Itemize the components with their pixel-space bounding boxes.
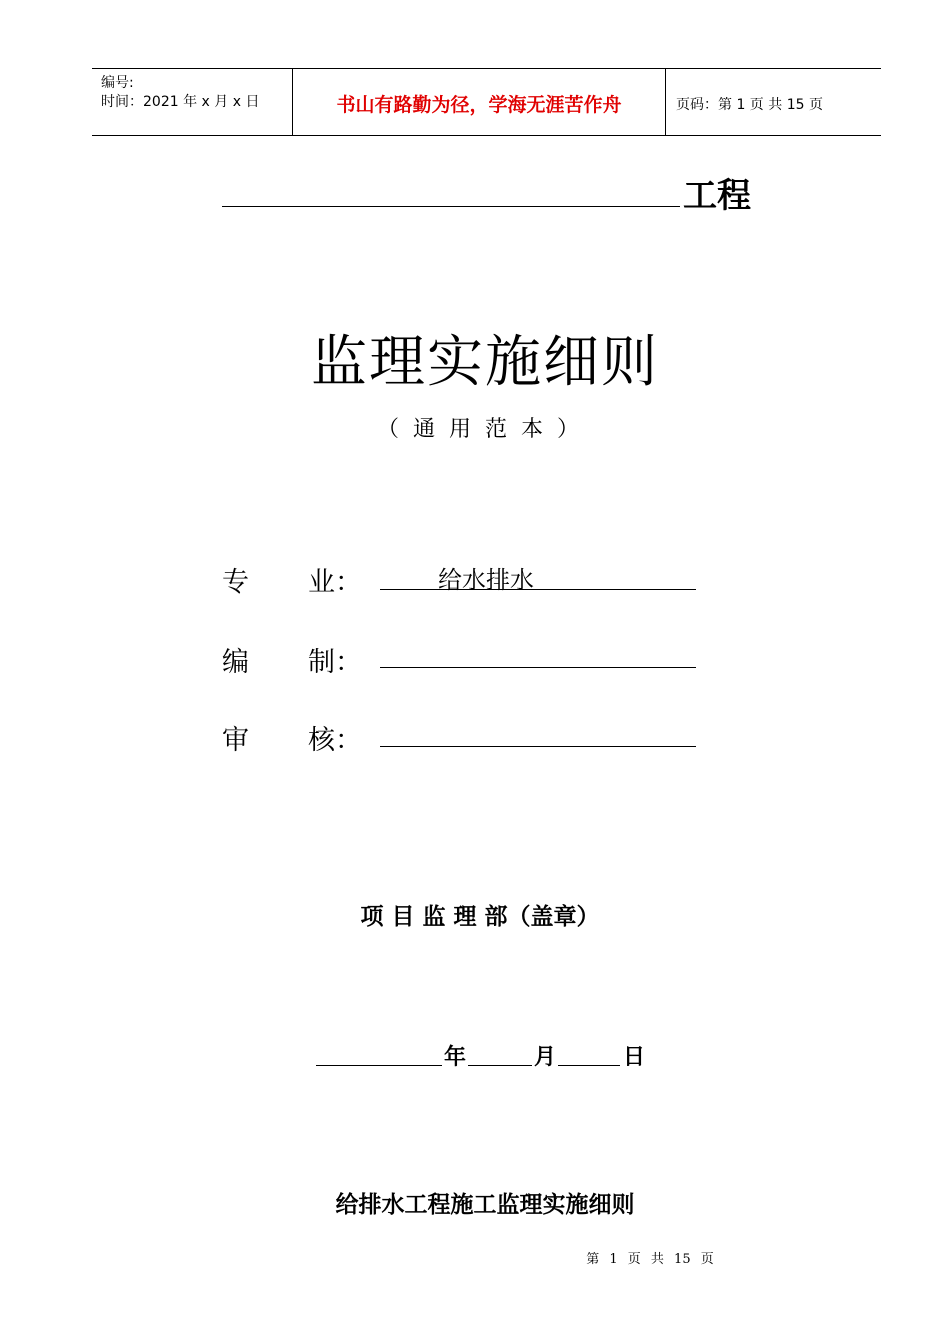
- serial-number: 编号:: [101, 75, 134, 91]
- header-cell-meta: [92, 69, 293, 135]
- field-label-compiler: [222, 640, 362, 679]
- page-info: 页码：第 1 页 共 15 页: [676, 97, 823, 113]
- field-label-reviewer: [222, 718, 362, 757]
- day-blank: [558, 1065, 620, 1066]
- field-label-compiler-a: 编: [222, 647, 249, 678]
- date-row: [0, 1038, 950, 1068]
- page-footer: 第 1 页 共 15 页: [586, 1252, 714, 1267]
- project-name-blank: [222, 206, 680, 207]
- field-value-specialty: 给水排水: [438, 566, 534, 594]
- field-label-specialty-a: 专: [222, 567, 249, 598]
- page-title: 监理实施细则: [311, 330, 659, 395]
- time-stamp: 时间：2021 年 x 月 x 日: [101, 94, 260, 110]
- year-label: 年: [444, 1045, 467, 1070]
- motto: 书山有路勤为径，学海无涯苦作舟: [336, 94, 622, 116]
- field-line-specialty: [380, 589, 696, 590]
- department-seal-line: 项 目 监 理 部（盖章）: [360, 904, 600, 930]
- field-label-specialty-b: 业：: [308, 567, 362, 598]
- page-subtitle: （通用范本）: [376, 417, 593, 442]
- field-line-reviewer: [380, 746, 696, 747]
- field-label-specialty: [222, 560, 362, 599]
- document-heading: 给排水工程施工监理实施细则: [335, 1192, 635, 1218]
- header-table: [92, 68, 881, 136]
- month-blank: [468, 1065, 532, 1066]
- month-label: 月: [534, 1045, 557, 1070]
- field-label-reviewer-b: 核：: [308, 725, 362, 756]
- field-line-compiler: [380, 667, 696, 668]
- header-cell-page: [666, 69, 881, 135]
- field-label-compiler-b: 制：: [308, 647, 362, 678]
- day-label: 日: [623, 1045, 646, 1070]
- project-suffix: 工程: [683, 176, 751, 216]
- header-cell-motto: [293, 69, 666, 135]
- field-label-reviewer-a: 审: [222, 725, 249, 756]
- year-blank: [316, 1065, 442, 1066]
